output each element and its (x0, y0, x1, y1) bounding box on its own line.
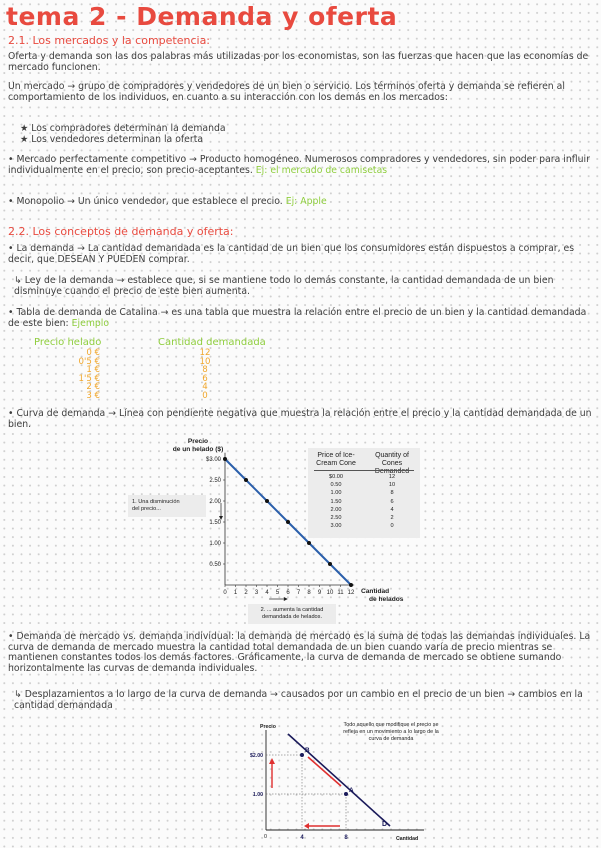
y-tick-label: 0.50 (209, 562, 221, 569)
x-tick-label: 3 (254, 590, 259, 596)
demand-point (265, 499, 269, 503)
tabla-demanda-ejemplo: Ejemplo (71, 317, 110, 329)
y-tick-label: 2.50 (209, 478, 221, 485)
x-tick-label: 2 (244, 590, 248, 596)
table-header-price: Price of Ice-Cream Cone (316, 452, 356, 467)
mercado-perfecto-text: • Mercado perfectamente competitivo → Producto homogéneo. Numerosos compradores y vendedores, sin poder para influir individualmente en el precio, son precio-aceptantes. (8, 154, 590, 176)
x-tick-label: 11 (337, 590, 344, 596)
chart2-price-high: $2.00 (250, 753, 263, 759)
table-quantity-cell: 0 (390, 523, 394, 530)
table-price-cell: 3.00 (330, 523, 342, 530)
x-axis-label-line2: de helados (369, 596, 404, 603)
y-tick-label: 2.00 (209, 499, 221, 506)
table-quantity-cell: 10 (388, 482, 396, 489)
note-price-decrease-line2: del precio... (132, 506, 161, 512)
tabla-demanda-text: • Tabla de demanda de Catalina → es una tabla que muestra la relación entre el precio de un bien y la cantidad demandada de este bien: (8, 307, 587, 329)
demand-point (307, 541, 311, 545)
table-price-cell: $0.00 (329, 474, 343, 480)
precio-value: 1 € (86, 365, 100, 376)
demand-point (328, 562, 332, 566)
table-header-quantity: Quantity of Cones Demanded (374, 452, 410, 475)
table-quantity-cell: 12 (388, 474, 396, 480)
table-quantity-column (374, 473, 410, 530)
y-tick-label: 1.50 (209, 520, 221, 527)
x-tick-label: 5 (275, 590, 280, 596)
x-tick-label: 4 (265, 590, 269, 596)
table-price-cell: 0.50 (330, 482, 342, 489)
chart2-point-b (300, 753, 304, 757)
y-axis-label-line2: de un helado ($) (172, 446, 224, 453)
note-quantity-increase (261, 607, 324, 620)
paragraph-mercado-perfecto (8, 155, 592, 176)
paragraph-oferta-demanda: Oferta y demanda son las dos palabras más utilizadas por los economistas, son las fuerzas que hacen que las economías de mercado funcionen. (8, 51, 589, 73)
table-quantity-cell: 6 (390, 498, 394, 505)
chart2-qty-low: 4 (300, 835, 304, 841)
precio-value: 3 € (86, 390, 100, 401)
cantidad-value: 6 (202, 373, 208, 384)
x-tick-label: 1 (233, 590, 238, 596)
chart2-x-label: Cantidad (396, 836, 419, 842)
demand-point (349, 583, 353, 587)
table-price-cell: 1.00 (330, 490, 342, 497)
x-axis-label-line1: Cantidad (361, 588, 390, 595)
x-tick-label: 10 (326, 590, 334, 596)
cantidad-value: 0 (202, 390, 208, 401)
monopolio-text: • Monopolio → Un único vendedor, que establece el precio. (8, 196, 283, 207)
y-tick-label: $3.00 (205, 457, 221, 464)
x-tick-label: 8 (307, 590, 311, 596)
paragraph-demanda-mercado: • Demanda de mercado vs. demanda individual: la demanda de mercado es la suma de todas las demandas individuales. La curva de demanda de mercado muestra la cantidad total demandada de un bien cuando varía de precio mientras se mantienen constantes todos los demás factores. Gráficamente, la curva de demanda de mercado se obtiene sumando horizontalmente las curvas de demanda individuales. (8, 631, 591, 674)
y-tick-label: 1.00 (209, 541, 221, 548)
precios-column (60, 349, 100, 401)
cantidad-value: 10 (199, 356, 211, 367)
bullet-vendedores: ★ Los vendedores determinan la oferta (20, 134, 204, 145)
cantidad-value: 4 (202, 382, 208, 393)
demand-point (223, 457, 227, 461)
paragraph-curva-demanda: • Curva de demanda → Línea con pendiente negativa que muestra la relación entre el precio y la cantidad demandada de un bien. (8, 408, 592, 430)
mercado-perfecto-ejemplo: Ej: el mercado de camisetas (255, 164, 388, 176)
monopolio-ejemplo: Ej: Apple (285, 196, 327, 207)
precio-value: 0'5 € (78, 356, 100, 367)
cantidades-column (195, 349, 215, 401)
section-heading-2-2: 2.2. Los conceptos de demanda y oferta: (8, 225, 234, 238)
x-axis-label (361, 588, 404, 603)
column-header-cantidad: Cantidad demandada (158, 337, 266, 348)
note-price-decrease-line1: 1. Una disminución (132, 499, 180, 505)
paragraph-ley-demanda: ↳ Ley de la demanda → establece que, si se mantiene todo lo demás constante, la cantidad demandada de un bien disminuye cuando el precio de este bien aumenta. (14, 275, 554, 297)
y-axis-label (173, 438, 224, 453)
chart2-origin: 0 (264, 834, 267, 840)
movement-note: Todo aquello que modifique el precio se refleja en un movimiento a lo largo de la curva de demanda (343, 722, 439, 742)
precio-value: 0 € (86, 348, 100, 358)
chart2-movement-arrow (308, 757, 341, 786)
table-price-cell: 2.00 (330, 506, 342, 513)
chart2-point-a (344, 792, 348, 796)
table-quantity-cell: 4 (390, 506, 394, 513)
note-quantity-increase-line2: demandada de helados. (261, 614, 323, 620)
y-axis-label-line1: Precio (187, 438, 209, 445)
page-title: tema 2 - Demanda y oferta (6, 2, 398, 31)
x-tick-label: 7 (296, 590, 301, 596)
section-heading-2-1: 2.1. Los mercados y la competencia: (8, 34, 211, 47)
chart2-price-arrowhead (269, 758, 275, 764)
bullet-compradores: ★ Los compradores determinan la demanda (20, 123, 226, 134)
cantidad-value: 8 (202, 365, 208, 376)
demand-point (286, 520, 290, 524)
quantity-increase-arrowhead (284, 597, 288, 601)
chart2-qty-high: 8 (344, 835, 348, 841)
x-tick-label: 9 (317, 590, 322, 596)
x-tick-label: 0 (223, 590, 227, 596)
x-tick-label: 6 (286, 590, 290, 596)
paragraph-mercado: Un mercado → grupo de compradores y vendedores de un bien o servicio. Los términos oferta y demanda se refieren al comportamiento de los individuos, en cuanto a su interacción con los demás en los mercados: (8, 81, 565, 103)
table-quantity-cell: 8 (390, 490, 394, 497)
table-divider (314, 470, 414, 471)
paragraph-desplazamientos: ↳ Desplazamientos a lo largo de la curva de demanda → causados por un cambio en el precio de un bien → cambios en la cantidad demandada (14, 689, 583, 711)
chart2-label-b: B (305, 747, 310, 754)
ice-cream-demand-table (308, 448, 420, 538)
note-quantity-increase-line1: 2. ... aumenta la cantidad (260, 607, 324, 613)
table-quantity-cell: 2 (390, 515, 394, 522)
paragraph-tabla-demanda (8, 308, 592, 329)
chart2-qty-arrowhead (304, 823, 309, 829)
column-header-precio: Precio helado (34, 337, 102, 348)
paragraph-monopolio (8, 197, 592, 208)
precio-value: 1'5 € (78, 373, 100, 384)
chart2-price-low: 1.00 (252, 792, 263, 798)
table-price-cell: 1.50 (330, 498, 342, 505)
paragraph-demanda: • La demanda → La cantidad demandada es la cantidad de un bien que los consumidores están dispuestos a comprar, es decir, que DESEAN Y PUEDEN comprar. (8, 243, 575, 265)
chart2-demand-curve (288, 734, 390, 826)
table-price-column (318, 473, 354, 530)
cantidad-value: 12 (199, 348, 211, 358)
demand-point (244, 478, 248, 482)
precio-value: 2 € (86, 382, 100, 393)
x-tick-label: 12 (347, 590, 355, 596)
table-price-cell: 2.50 (330, 515, 342, 522)
chart2-y-label: Precio (260, 724, 276, 730)
chart2-curve-label: D (382, 821, 388, 828)
chart2-label-a: A (349, 787, 354, 794)
